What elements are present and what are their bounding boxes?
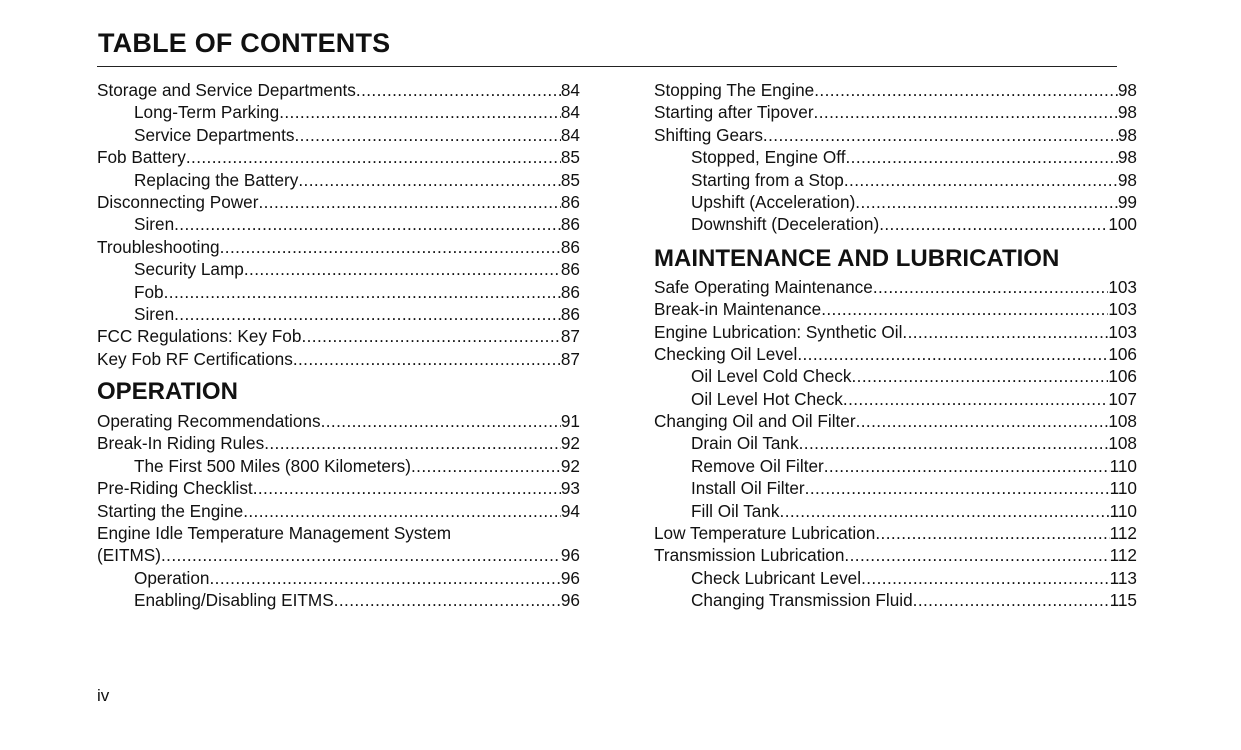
dot-leader [873,276,1109,298]
toc-entry-label: Troubleshooting [97,236,220,257]
toc-entry[interactable] [654,477,1137,499]
toc-right-column [654,79,1137,612]
dot-leader [264,432,561,454]
toc-entry[interactable] [97,169,580,191]
dot-leader [861,567,1110,589]
toc-entry-label: Transmission Lubrication [654,545,845,566]
toc-entry-page: 85 [560,169,580,190]
toc-group [97,544,580,611]
dot-leader [411,455,561,477]
toc-entry-label: Oil Level Hot Check [691,388,843,409]
toc-entry-page: 84 [560,102,580,123]
dot-leader [279,101,561,123]
dot-leader [875,522,1109,544]
toc-entry-page: 92 [560,433,580,454]
dot-leader [334,589,561,611]
toc-entry-label: Oil Level Cold Check [691,366,852,387]
toc-entry-page: 112 [1109,545,1137,566]
toc-entry-label: Stopped, Engine Off [691,147,846,168]
toc-entry-label: Siren [134,303,175,324]
dot-leader [186,146,561,168]
dot-leader [814,101,1118,123]
toc-entry[interactable] [654,276,1137,298]
toc-entry-page: 86 [560,281,580,302]
toc-entry-page: 106 [1108,343,1137,364]
dot-leader [805,477,1110,499]
toc-entry-label: Upshift (Acceleration) [691,191,856,212]
toc-entry-label: Install Oil Filter [691,478,805,499]
toc-entry-label: Storage and Service Departments [97,80,356,100]
dot-leader [879,213,1108,235]
toc-entry-label: Replacing the Battery [134,169,299,190]
toc-entry[interactable] [654,169,1137,191]
toc-entry-page: 93 [560,478,580,499]
toc-entry-label: Break-in Maintenance [654,299,822,320]
toc-entry-page: 98 [1117,124,1137,145]
toc-entry-label: Changing Oil and Oil Filter [654,411,856,432]
toc-entry-page: 99 [1117,191,1137,212]
toc-entry-page: 107 [1108,388,1137,409]
toc-entry[interactable] [654,432,1137,454]
toc-entry-label: Shifting Gears [654,124,763,145]
toc-group [97,410,580,522]
toc-entry-page: 108 [1108,411,1137,432]
toc-entry-label: Siren [134,214,175,235]
toc-entry[interactable] [97,213,580,235]
dot-leader [258,191,560,213]
toc-entry[interactable] [654,213,1137,235]
toc-entry[interactable] [97,79,580,101]
toc-entry[interactable] [654,388,1137,410]
toc-entry-page: 110 [1109,455,1137,476]
toc-entry-label: Long-Term Parking [134,102,280,123]
toc-entry-label: Check Lubricant Level [691,567,862,588]
toc-entry-label: Drain Oil Tank [691,433,799,454]
toc-entry-label: Break-In Riding Rules [97,433,265,454]
dot-leader [763,124,1118,146]
toc-entry[interactable] [97,348,580,370]
toc-entry-label: Fob [134,281,164,302]
toc-entry[interactable] [97,432,580,454]
toc-entry-page: 98 [1117,169,1137,190]
dot-leader [321,410,561,432]
dot-leader [844,169,1118,191]
dot-leader [799,432,1109,454]
toc-entry-label: Starting after Tipover [654,102,814,123]
toc-entry-page: 86 [560,303,580,324]
toc-entry-page: 110 [1109,478,1137,499]
toc-entry-page: 112 [1109,523,1137,544]
toc-entry[interactable] [97,325,580,347]
toc-entry-page: 110 [1109,500,1137,521]
toc-entry-page: 98 [1117,80,1137,100]
toc-entry-label: The First 500 Miles (800 Kilometers) [134,455,411,476]
title-divider [97,66,1117,67]
toc-entry-label: Enabling/Disabling EITMS [134,590,334,611]
toc-entry[interactable] [97,258,580,280]
dot-leader [209,567,560,589]
toc-entry-page: 86 [560,236,580,257]
toc-entry-page: 96 [560,590,580,611]
toc-entry-page: 84 [560,124,580,145]
dot-leader [846,146,1118,168]
toc-entry-label: Fob Battery [97,147,186,168]
page-title: TABLE OF CONTENTS [98,28,391,58]
toc-entry-label: Low Temperature Lubrication [654,523,876,544]
toc-entry[interactable] [654,365,1137,387]
dot-leader [294,124,560,146]
dot-leader [243,500,561,522]
toc-entry-page: 96 [560,567,580,588]
toc-entry-label: Fill Oil Tank [691,500,780,521]
toc-entry[interactable] [97,410,580,432]
toc-entry-page: 103 [1108,321,1137,342]
dot-leader [174,213,561,235]
toc-entry-page: 98 [1117,147,1137,168]
toc-entry[interactable] [654,124,1137,146]
toc-entry[interactable] [654,544,1137,566]
toc-entry[interactable] [97,303,580,325]
dot-leader [161,544,561,566]
toc-entry-label: Remove Oil Filter [691,455,824,476]
toc-entry[interactable] [97,544,580,566]
toc-entry[interactable] [97,455,580,477]
toc-entry-label: Starting the Engine [97,500,244,521]
toc-entry[interactable] [654,101,1137,123]
toc-entry[interactable] [654,79,1137,101]
dot-leader [814,79,1118,101]
toc-entry[interactable] [97,500,580,522]
toc-entry-page: 103 [1108,299,1137,320]
toc-entry[interactable] [97,567,580,589]
toc-entry[interactable] [654,146,1137,168]
toc-entry-page: 84 [560,80,580,100]
toc-entry-label: Changing Transmission Fluid [691,590,913,611]
toc-entry-page: 113 [1109,567,1137,588]
toc-entry-page: 115 [1109,590,1137,611]
toc-entry-page: 98 [1117,102,1137,123]
toc-left-column [97,79,580,612]
dot-leader [220,236,561,258]
toc-entry-page: 85 [560,147,580,168]
toc-entry-label: Security Lamp [134,259,244,280]
toc-entry-label: Engine Idle Temperature Management System [97,523,452,544]
toc-entry-label: Disconnecting Power [97,191,259,212]
toc-group [97,79,580,370]
dot-leader [780,500,1110,522]
toc-entry-label: Service Departments [134,124,295,145]
dot-leader [253,477,561,499]
toc-entry-page: 86 [560,259,580,280]
dot-leader [855,191,1118,213]
toc-entry[interactable] [97,146,580,168]
toc-entry[interactable] [97,281,580,303]
dot-leader [301,325,560,347]
toc-entry-page: 106 [1108,366,1137,387]
dot-leader [298,169,561,191]
toc-entry[interactable] [654,455,1137,477]
dot-leader [244,258,561,280]
toc-entry-label: Stopping The Engine [654,80,815,100]
toc-entry-label: (EITMS) [97,545,161,566]
dot-leader [821,298,1108,320]
toc-entry-page: 103 [1108,276,1137,297]
dot-leader [293,348,561,370]
toc-entry[interactable] [654,298,1137,320]
toc-entry[interactable] [654,343,1137,365]
toc-entry-page: 86 [560,214,580,235]
toc-entry-page: 100 [1108,214,1137,235]
toc-entry[interactable] [97,236,580,258]
dot-leader [797,343,1108,365]
toc-entry-page: 91 [560,411,580,432]
toc-entry[interactable] [654,191,1137,213]
toc-entry[interactable] [97,589,580,611]
toc-entry-label: Key Fob RF Certifications [97,348,293,369]
toc-entry[interactable] [97,124,580,146]
toc-entry[interactable] [97,191,580,213]
toc-entry[interactable] [654,522,1137,544]
toc-entry[interactable] [654,589,1137,611]
toc-entry-label: Pre-Riding Checklist [97,478,253,499]
toc-entry-label: Operating Recommendations [97,411,321,432]
toc-entry-page: 96 [560,545,580,566]
dot-leader [856,410,1109,432]
dot-leader [174,303,561,325]
toc-group [654,79,1137,236]
dot-leader [824,455,1110,477]
dot-leader [913,589,1110,611]
toc-entry-page: 108 [1108,433,1137,454]
toc-entry-label: Operation [134,567,210,588]
dot-leader [844,544,1109,566]
toc-entry[interactable] [654,567,1137,589]
toc-entry-label: FCC Regulations: Key Fob [97,326,302,347]
dot-leader [843,388,1108,410]
toc-entry-label: Starting from a Stop [691,169,844,190]
dot-leader [356,79,561,101]
toc-entry-page: 87 [560,326,580,347]
toc-entry-label: Checking Oil Level [654,343,798,364]
toc-entry-page: 86 [560,191,580,212]
dot-leader [902,321,1108,343]
toc-entry-page: 87 [560,348,580,369]
section-heading-operation: OPERATION [97,378,238,406]
toc-group [654,276,1137,612]
toc-entry[interactable] [654,410,1137,432]
toc-entry[interactable] [654,500,1137,522]
toc-entry[interactable] [654,321,1137,343]
page-number: iv [97,686,110,705]
toc-entry-page: 94 [560,500,580,521]
toc-entry-label: Downshift (Deceleration) [691,214,880,235]
dot-leader [852,365,1109,387]
toc-entry-page: 92 [560,455,580,476]
toc-entry-label: Safe Operating Maintenance [654,276,873,297]
toc-entry-label: Engine Lubrication: Synthetic Oil [654,321,903,342]
toc-entry[interactable] [97,477,580,499]
section-heading-maintenance: MAINTENANCE AND LUBRICATION [654,244,1060,272]
toc-entry[interactable] [97,101,580,123]
dot-leader [164,281,561,303]
